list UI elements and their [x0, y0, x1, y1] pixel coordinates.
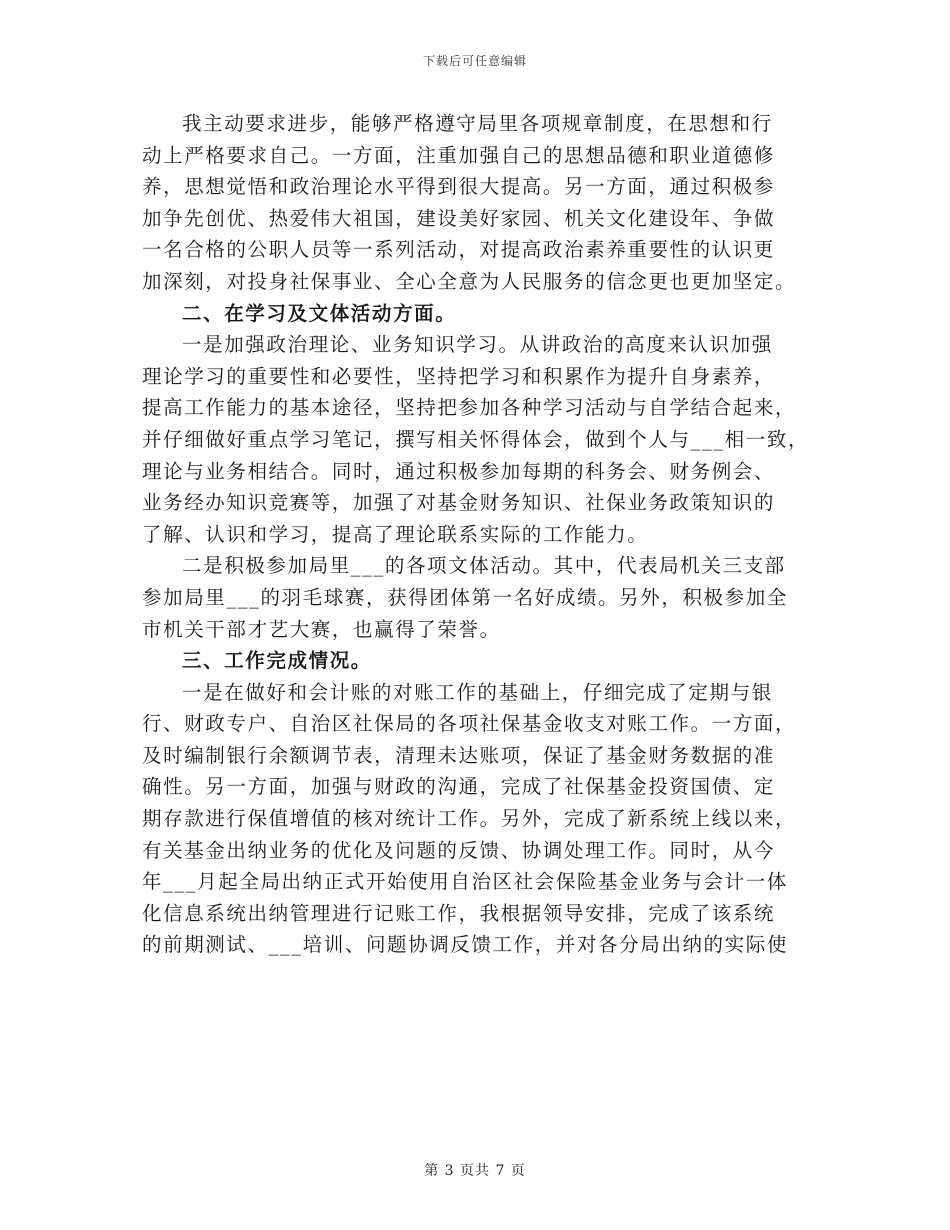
section-heading: 二、在学习及文体活动方面。: [182, 301, 457, 325]
text-line: 理论学习的重要性和必要性，坚持把学习和积累作为提升自身素养，: [142, 364, 776, 388]
text-line: 加争先创优、热爱伟大祖国，建设美好家园、机关文化建设年、争做: [142, 206, 776, 230]
text-line: 有关基金出纳业务的优化及问题的反馈、协调处理工作。同时，从今: [142, 838, 776, 862]
document-body: [142, 108, 812, 961]
text-line: 二是积极参加局里___的各项文体活动。其中，代表局机关三支部: [182, 554, 786, 578]
text-line: 理论与业务相结合。同时，通过积极参加每期的科务会、财务例会、: [142, 459, 776, 483]
text-line: 业务经办知识竞赛等，加强了对基金财务知识、社保业务政策知识的: [142, 491, 776, 515]
text-line: 一是在做好和会计账的对账工作的基础上，仔细完成了定期与银: [182, 680, 773, 704]
text-line: 一是加强政治理论、业务知识学习。从讲政治的高度来认识加强: [182, 333, 773, 357]
text-line: 行、财政专户、自治区社保局的各项社保基金收支对账工作。一方面，: [142, 712, 797, 736]
text-line: 期存款进行保值增值的核对统计工作。另外，完成了新系统上线以来，: [142, 807, 797, 831]
text-line: 一名合格的公职人员等一系列活动，对提高政治素养重要性的认识更: [142, 238, 776, 262]
text-line: 年___月起全局出纳正式开始使用自治区社会保险基金业务与会计一体: [142, 870, 788, 894]
text-line: 市机关干部才艺大赛，也赢得了荣誉。: [142, 617, 501, 641]
page-header: 下载后可任意编辑: [422, 54, 527, 68]
section-heading: 三、工作完成情况。: [182, 649, 372, 673]
text-line: 了解、认识和学习，提高了理论联系实际的工作能力。: [142, 522, 649, 546]
text-line: 养，思想觉悟和政治理论水平得到很大提高。另一方面，通过积极参: [142, 175, 776, 199]
text-line: 确性。另一方面，加强与财政的沟通，完成了社保基金投资国债、定: [142, 775, 776, 799]
text-line: 及时编制银行余额调节表，清理未达账项，保证了基金财务数据的准: [142, 743, 776, 767]
text-line: 参加局里___的羽毛球赛，获得团体第一名好成绩。另外，积极参加全: [142, 585, 788, 609]
text-line: 加深刻，对投身社保事业、全心全意为人民服务的信念更也更加坚定。: [142, 269, 797, 293]
text-line: 动上严格要求自己。一方面，注重加强自己的思想品德和职业道德修: [142, 143, 776, 167]
text-line: 的前期测试、___培训、问题协调反馈工作，并对各分局出纳的实际使: [142, 933, 788, 957]
page-number: 第 3 页共 7 页: [424, 1163, 526, 1179]
text-line: 提高工作能力的基本途径，坚持把参加各种学习活动与自学结合起来，: [142, 396, 797, 420]
text-line: 我主动要求进步，能够严格遵守局里各项规章制度，在思想和行: [182, 112, 773, 135]
text-line: 化信息系统出纳管理进行记账工作，我根据领导安排，完成了该系统: [142, 901, 776, 925]
text-line: 并仔细做好重点学习笔记，撰写相关怀得体会，做到个人与___相一致，: [142, 427, 810, 451]
